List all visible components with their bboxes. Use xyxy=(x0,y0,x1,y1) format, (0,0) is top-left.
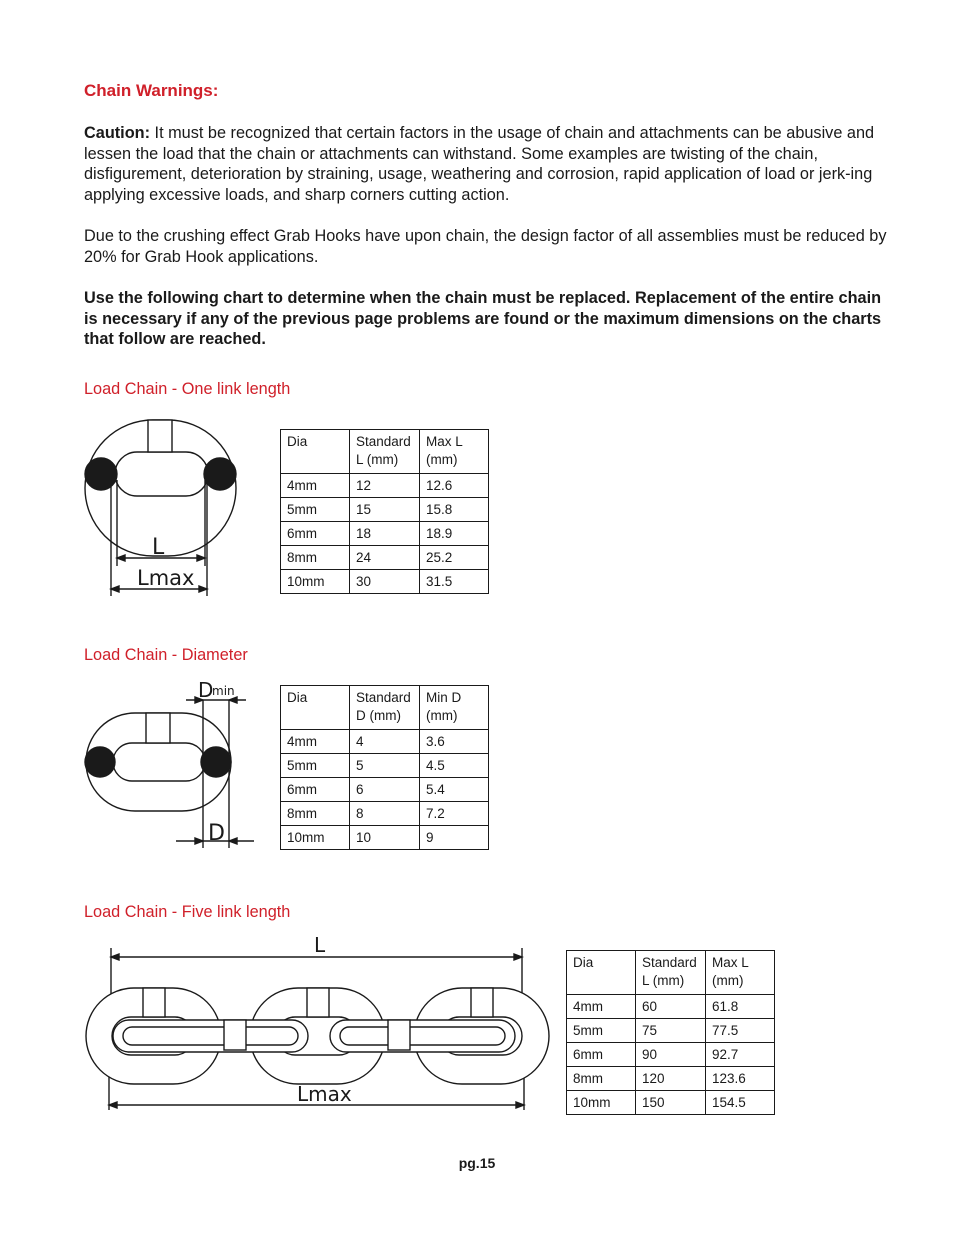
header-min: Min D (mm) xyxy=(420,686,489,730)
table-row: 10mm 30 31.5 xyxy=(281,570,489,594)
one-link-diagram xyxy=(85,420,236,596)
header-dia: Dia xyxy=(281,686,350,730)
table-row: 5mm 15 15.8 xyxy=(281,498,489,522)
grab-hook-paragraph: Due to the crushing effect Grab Hooks have upon chain, the design factor of all assemblies must be reduced by 20% for Grab Hook applications. xyxy=(84,227,887,266)
diagram-label-lmax: Lmax xyxy=(137,566,195,590)
table-row: 10mm 150 154.5 xyxy=(567,1091,775,1115)
table-header-row xyxy=(281,430,489,474)
caution-text: It must be recognized that certain factors in the usage of chain and attachments can be abusive and lessen the load that the chain or attachments can withstand. Some examples are twisting of the chain, disfigurement, deterioration by straining, usage, weathering and corrosion, rapid application of load or jerk-ing applying excessive loads, and sharp corners cutting action. xyxy=(84,124,875,204)
diagram-label-l: L xyxy=(152,535,165,560)
diagram-label-d: D xyxy=(198,678,214,702)
table-row: 4mm 4 3.6 xyxy=(281,730,489,754)
header-standard: Standard L (mm) xyxy=(350,430,420,474)
five-link-table xyxy=(566,950,775,1115)
table-row: 8mm 24 25.2 xyxy=(281,546,489,570)
table-row: 8mm 120 123.6 xyxy=(567,1067,775,1091)
section-title-five-link: Load Chain - Five link length xyxy=(84,903,291,921)
table-row: 5mm 75 77.5 xyxy=(567,1019,775,1043)
one-link-table xyxy=(280,429,489,594)
diameter-diagram xyxy=(85,678,254,848)
diagram-label-d-bottom: D xyxy=(208,821,225,846)
header-standard: Standard D (mm) xyxy=(350,686,420,730)
five-link-diagram xyxy=(86,933,549,1110)
replacement-paragraph: Use the following chart to determine when the chain must be replaced. Replacement of the entire chain is necessary if any of the previous page problems are found or the maximum dimensions on the charts that follow are reached. xyxy=(84,289,882,349)
section-heading: Chain Warnings: xyxy=(84,81,219,100)
page-number: pg.15 xyxy=(458,1155,496,1171)
table-row: 6mm 6 5.4 xyxy=(281,778,489,802)
table-row: 8mm 8 7.2 xyxy=(281,802,489,826)
header-dia: Dia xyxy=(567,951,636,995)
section-title-one-link: Load Chain - One link length xyxy=(84,380,291,398)
table-row: 5mm 5 4.5 xyxy=(281,754,489,778)
table-header-row xyxy=(567,951,775,995)
header-standard: Standard L (mm) xyxy=(636,951,706,995)
table-row: 10mm 10 9 xyxy=(281,826,489,850)
caution-label: Caution: xyxy=(84,124,151,142)
diagram-label-min: min xyxy=(212,684,235,698)
header-dia: Dia xyxy=(281,430,350,474)
header-max: Max L (mm) xyxy=(706,951,775,995)
table-header-row xyxy=(281,686,489,730)
header-max: Max L (mm) xyxy=(420,430,489,474)
diagram-label-lmax-five: Lmax xyxy=(297,1082,352,1106)
table-row: 4mm 60 61.8 xyxy=(567,995,775,1019)
table-row: 6mm 18 18.9 xyxy=(281,522,489,546)
diagram-label-l-five: L xyxy=(314,933,326,957)
table-row: 6mm 90 92.7 xyxy=(567,1043,775,1067)
section-title-diameter: Load Chain - Diameter xyxy=(84,646,248,664)
diameter-table xyxy=(280,685,489,850)
table-row: 4mm 12 12.6 xyxy=(281,474,489,498)
